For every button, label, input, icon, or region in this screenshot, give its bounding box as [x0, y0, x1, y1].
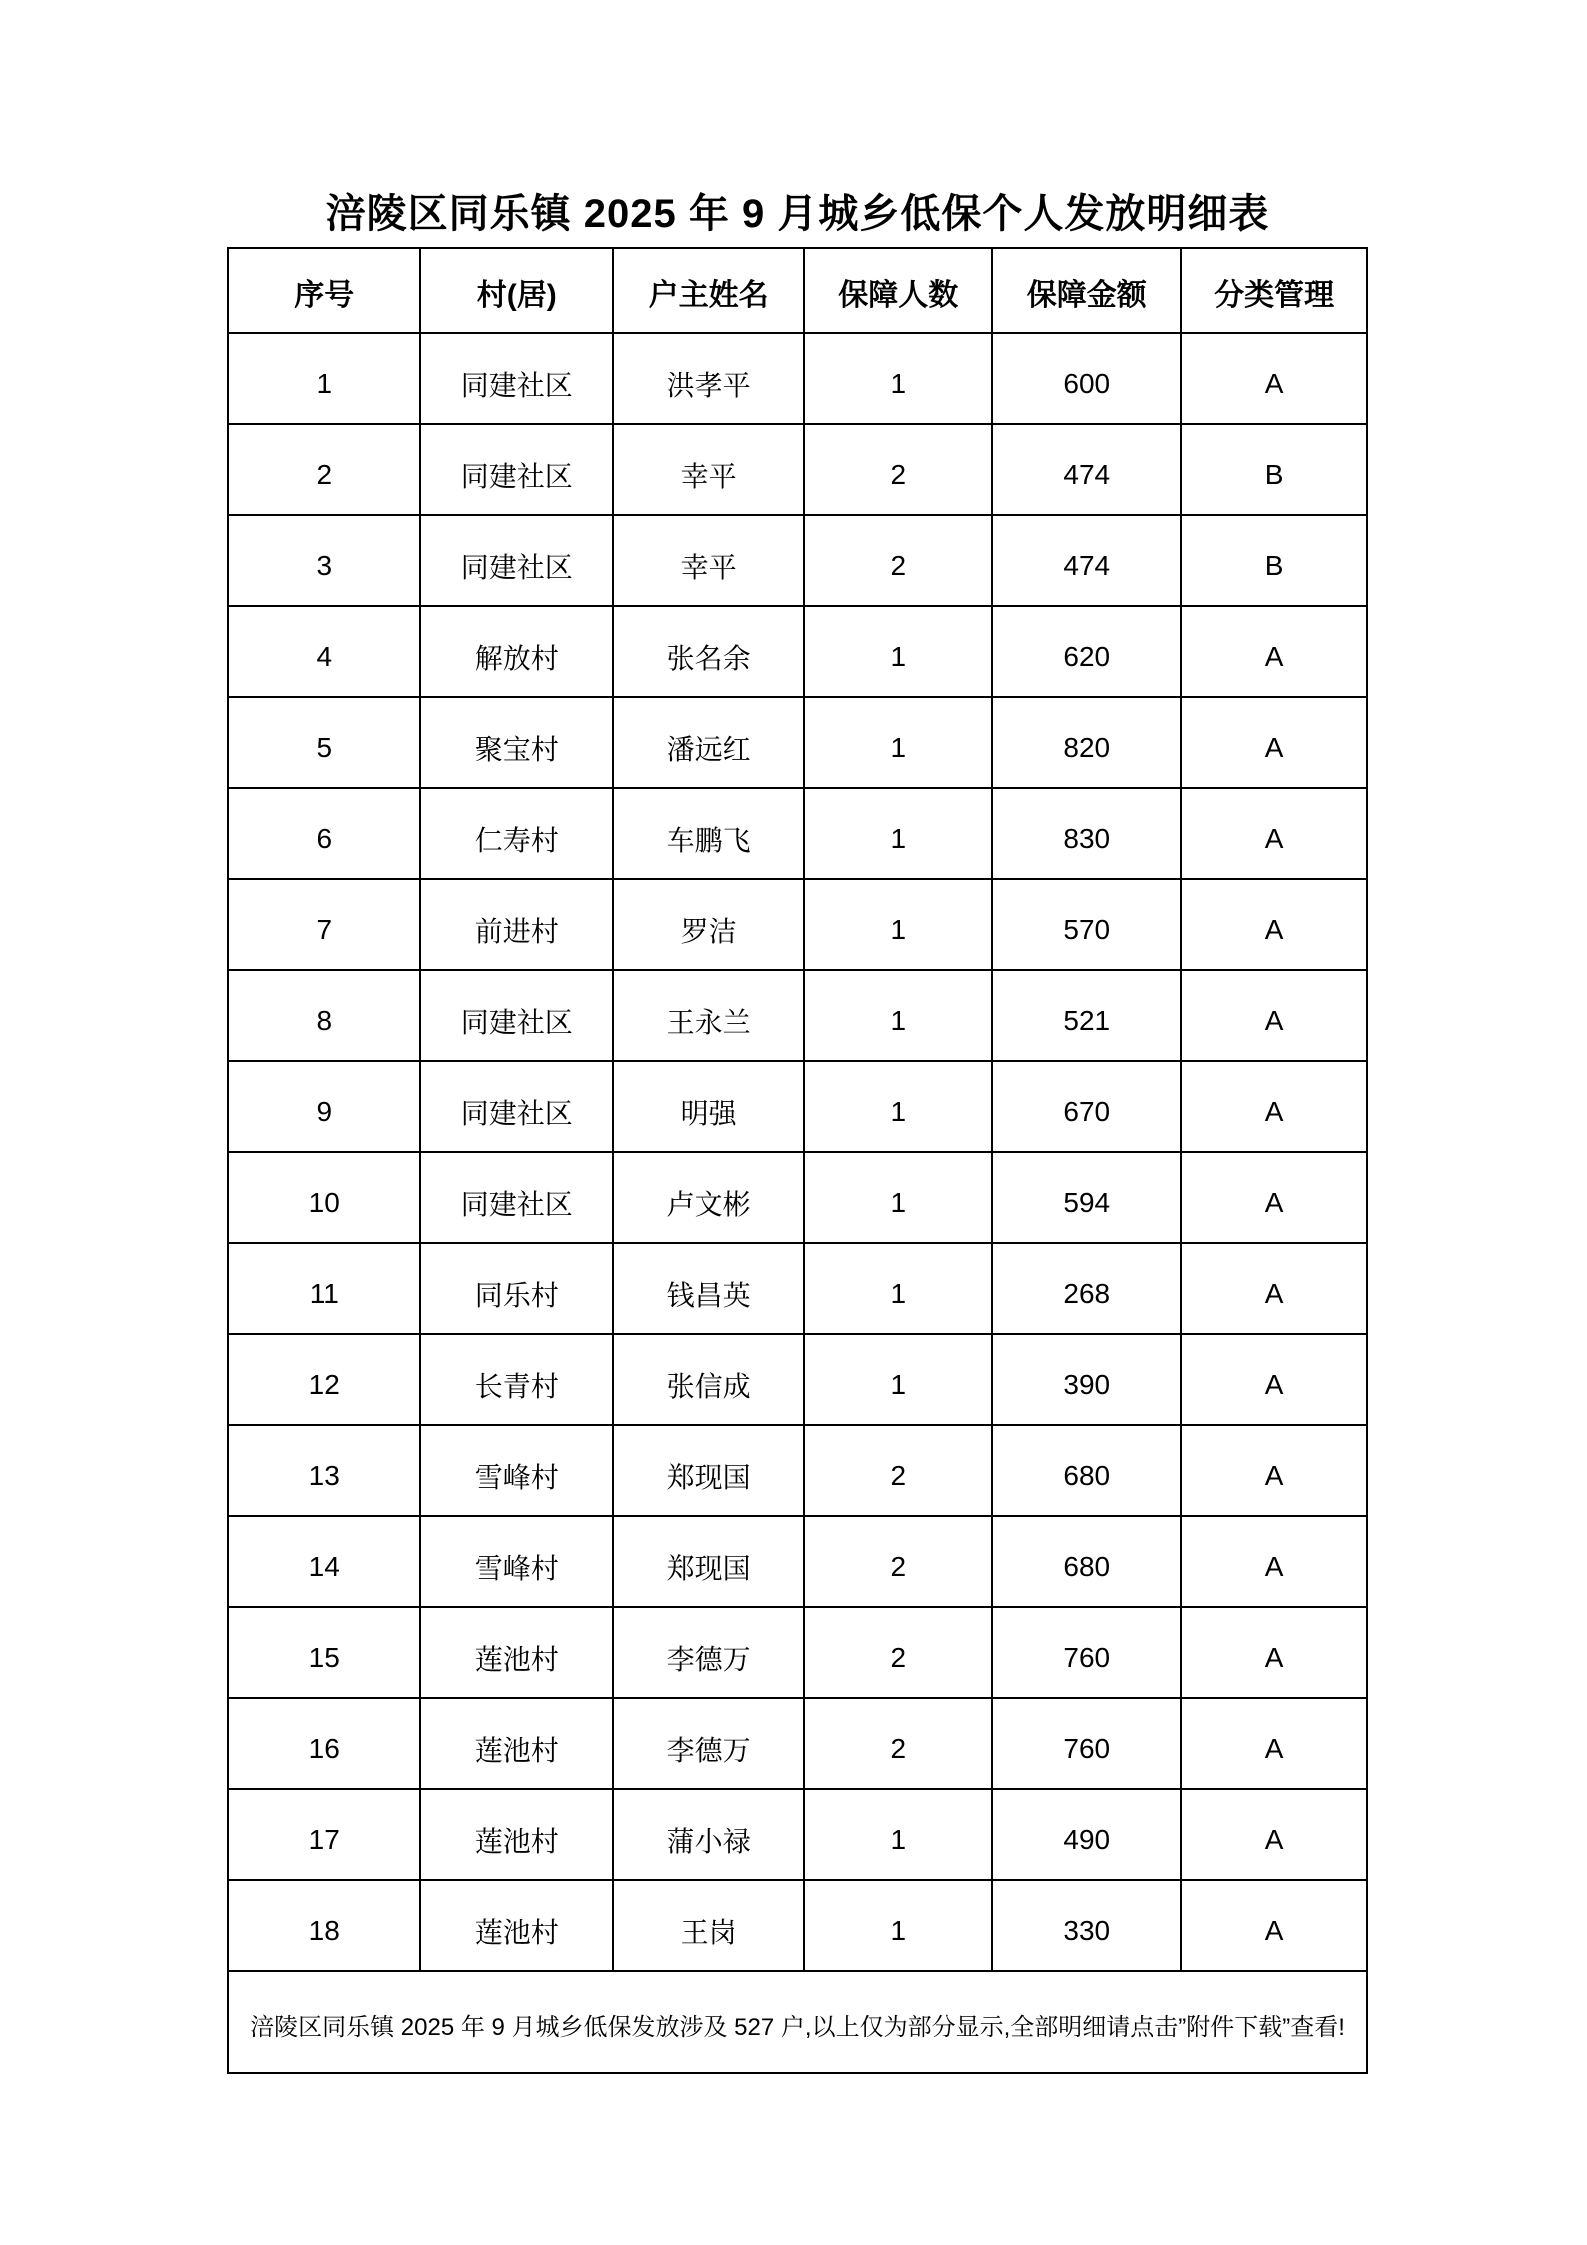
- table-cell: A: [1181, 1880, 1367, 1971]
- table-row: [228, 1061, 1367, 1152]
- table-cell: B: [1181, 515, 1367, 606]
- table-cell: 前进村: [420, 879, 612, 970]
- table-cell: 张名余: [613, 606, 804, 697]
- table-cell: 1: [804, 879, 992, 970]
- table-cell: 长青村: [420, 1334, 612, 1425]
- table-cell: 同乐村: [420, 1243, 612, 1334]
- table-cell: 罗洁: [613, 879, 804, 970]
- table-cell: 1: [804, 1789, 992, 1880]
- table-cell: 594: [992, 1152, 1181, 1243]
- table-cell: 1: [804, 1152, 992, 1243]
- table-cell: 莲池村: [420, 1698, 612, 1789]
- column-header-persons: 保障人数: [804, 248, 992, 333]
- table-cell: A: [1181, 1334, 1367, 1425]
- table-cell: 474: [992, 424, 1181, 515]
- table-cell: 郑现国: [613, 1425, 804, 1516]
- table-cell: A: [1181, 697, 1367, 788]
- page-title: 涪陵区同乐镇 2025 年 9 月城乡低保个人发放明细表: [325, 192, 1270, 236]
- table-cell: 幸平: [613, 515, 804, 606]
- table-row: [228, 1789, 1367, 1880]
- table-cell: 2: [804, 1607, 992, 1698]
- table-body: [228, 333, 1367, 1971]
- table-row: [228, 788, 1367, 879]
- table-cell: 7: [228, 879, 420, 970]
- table-cell: 仁寿村: [420, 788, 612, 879]
- table-cell: 王永兰: [613, 970, 804, 1061]
- table-cell: 4: [228, 606, 420, 697]
- table-cell: 郑现国: [613, 1516, 804, 1607]
- table-cell: 卢文彬: [613, 1152, 804, 1243]
- table-cell: 490: [992, 1789, 1181, 1880]
- table-cell: 6: [228, 788, 420, 879]
- table-cell: 820: [992, 697, 1181, 788]
- table-cell: 莲池村: [420, 1789, 612, 1880]
- table-cell: 760: [992, 1698, 1181, 1789]
- table-cell: 2: [228, 424, 420, 515]
- table-cell: A: [1181, 333, 1367, 424]
- table-row: [228, 879, 1367, 970]
- table-cell: A: [1181, 606, 1367, 697]
- table-row: [228, 1243, 1367, 1334]
- table-cell: 18: [228, 1880, 420, 1971]
- column-header-householder: 户主姓名: [613, 248, 804, 333]
- table-cell: A: [1181, 788, 1367, 879]
- table-cell: A: [1181, 1789, 1367, 1880]
- table-cell: 8: [228, 970, 420, 1061]
- column-header-category: 分类管理: [1181, 248, 1367, 333]
- table-cell: A: [1181, 1061, 1367, 1152]
- table-cell: 解放村: [420, 606, 612, 697]
- table-cell: 2: [804, 1516, 992, 1607]
- table-cell: 1: [804, 1243, 992, 1334]
- table-cell: 330: [992, 1880, 1181, 1971]
- table-row: [228, 1880, 1367, 1971]
- table-cell: 幸平: [613, 424, 804, 515]
- table-cell: 13: [228, 1425, 420, 1516]
- benefits-table: [227, 247, 1368, 2074]
- table-cell: 670: [992, 1061, 1181, 1152]
- table-cell: 1: [804, 788, 992, 879]
- table-row: [228, 1152, 1367, 1243]
- column-header-amount: 保障金额: [992, 248, 1181, 333]
- table-cell: 521: [992, 970, 1181, 1061]
- table-cell: 1: [228, 333, 420, 424]
- table-row: [228, 1334, 1367, 1425]
- table-row: [228, 515, 1367, 606]
- table-cell: 2: [804, 424, 992, 515]
- table-cell: A: [1181, 1607, 1367, 1698]
- table-cell: 莲池村: [420, 1607, 612, 1698]
- table-cell: 2: [804, 1698, 992, 1789]
- table-cell: 1: [804, 697, 992, 788]
- table-row: [228, 1607, 1367, 1698]
- table-cell: 11: [228, 1243, 420, 1334]
- table-row: [228, 1425, 1367, 1516]
- table-cell: 聚宝村: [420, 697, 612, 788]
- table-cell: 9: [228, 1061, 420, 1152]
- table-cell: A: [1181, 1243, 1367, 1334]
- table-cell: 车鹏飞: [613, 788, 804, 879]
- table-cell: 2: [804, 515, 992, 606]
- table-row: [228, 424, 1367, 515]
- table-cell: 680: [992, 1516, 1181, 1607]
- table-cell: 620: [992, 606, 1181, 697]
- table-row: [228, 970, 1367, 1061]
- table-cell: 14: [228, 1516, 420, 1607]
- table-cell: 1: [804, 1334, 992, 1425]
- table-footer: [228, 1971, 1367, 2073]
- table-cell: 5: [228, 697, 420, 788]
- table-cell: A: [1181, 1425, 1367, 1516]
- table-cell: 474: [992, 515, 1181, 606]
- table-cell: 268: [992, 1243, 1181, 1334]
- table-cell: 莲池村: [420, 1880, 612, 1971]
- table-cell: A: [1181, 1152, 1367, 1243]
- table-cell: 同建社区: [420, 515, 612, 606]
- table-cell: A: [1181, 1698, 1367, 1789]
- document-content: [227, 190, 1368, 2074]
- table-cell: 2: [804, 1425, 992, 1516]
- table-cell: 雪峰村: [420, 1516, 612, 1607]
- table-cell: 17: [228, 1789, 420, 1880]
- table-cell: 390: [992, 1334, 1181, 1425]
- table-cell: 1: [804, 606, 992, 697]
- table-cell: 同建社区: [420, 1152, 612, 1243]
- table-cell: A: [1181, 1516, 1367, 1607]
- table-cell: 蒲小禄: [613, 1789, 804, 1880]
- table-cell: 680: [992, 1425, 1181, 1516]
- table-row: [228, 333, 1367, 424]
- table-cell: 同建社区: [420, 424, 612, 515]
- table-cell: 明强: [613, 1061, 804, 1152]
- table-cell: 李德万: [613, 1698, 804, 1789]
- table-header: [228, 248, 1367, 333]
- table-row: [228, 606, 1367, 697]
- table-cell: 10: [228, 1152, 420, 1243]
- table-cell: 1: [804, 1061, 992, 1152]
- table-row: [228, 1698, 1367, 1789]
- table-cell: 同建社区: [420, 1061, 612, 1152]
- table-cell: 3: [228, 515, 420, 606]
- table-cell: A: [1181, 879, 1367, 970]
- table-cell: 1: [804, 970, 992, 1061]
- footer-note: 涪陵区同乐镇 2025 年 9 月城乡低保发放涉及 527 户,以上仅为部分显示,全部明细请点击”附件下载”查看!: [228, 1971, 1367, 2073]
- table-cell: 1: [804, 1880, 992, 1971]
- table-cell: 洪孝平: [613, 333, 804, 424]
- table-cell: A: [1181, 970, 1367, 1061]
- table-cell: 王岗: [613, 1880, 804, 1971]
- table-cell: 12: [228, 1334, 420, 1425]
- table-cell: 同建社区: [420, 970, 612, 1061]
- table-row: [228, 697, 1367, 788]
- table-cell: 李德万: [613, 1607, 804, 1698]
- table-cell: 16: [228, 1698, 420, 1789]
- table-cell: 600: [992, 333, 1181, 424]
- table-cell: 潘远红: [613, 697, 804, 788]
- footer-row: [228, 1971, 1367, 2073]
- table-cell: 1: [804, 333, 992, 424]
- table-cell: 同建社区: [420, 333, 612, 424]
- table-cell: 张信成: [613, 1334, 804, 1425]
- table-cell: 570: [992, 879, 1181, 970]
- column-header-village: 村(居): [420, 248, 612, 333]
- table-cell: 钱昌英: [613, 1243, 804, 1334]
- table-row: [228, 1516, 1367, 1607]
- table-cell: 830: [992, 788, 1181, 879]
- table-cell: 760: [992, 1607, 1181, 1698]
- header-row: [228, 248, 1367, 333]
- column-header-index: 序号: [228, 248, 420, 333]
- table-cell: B: [1181, 424, 1367, 515]
- table-cell: 15: [228, 1607, 420, 1698]
- table-cell: 雪峰村: [420, 1425, 612, 1516]
